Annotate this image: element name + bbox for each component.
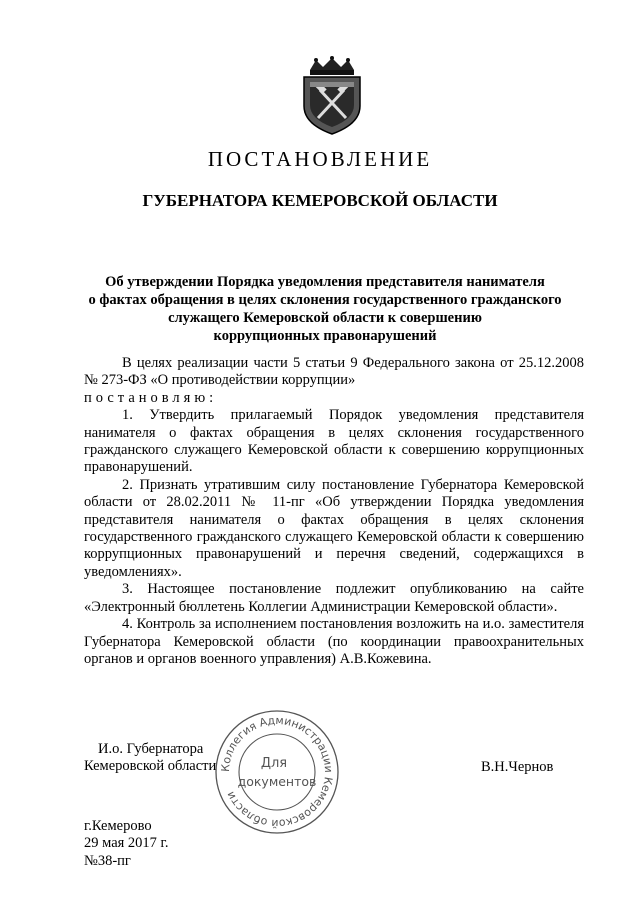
signatory-position-line2: Кемеровской области (84, 758, 217, 775)
kemerovo-coat-of-arms-icon (296, 56, 368, 136)
item-paragraph-2: 2. Признать утратившим силу постановление Губернатора Кемеровской области от 28.02.2011 № 11-пг «Об утверждении Порядка уведомления представителя нанимателя о фактах обращения в целях склонения государственного гражданского служащего Кемеровской области к совершению коррупционных правонарушений и перечня сведений, содержащихся в уведомлениях». (84, 476, 584, 580)
document-footer (84, 818, 169, 870)
footer-date: 29 мая 2017 г. (84, 835, 169, 852)
stamp-center-line1: Для (260, 756, 288, 771)
item-paragraph-1: 1. Утвердить прилагаемый Порядок уведомления представителя нанимателя о фактах обращения в целях склонения государственного гражданского служащего Кемеровской области к совершению коррупционных правонарушений. (84, 407, 584, 476)
signatory-position (84, 741, 216, 776)
subject-line: коррупционных правонарушений (213, 328, 437, 344)
subject-line: Об утверждении Порядка уведомления представителя нанимателя (105, 274, 545, 290)
document-body (84, 355, 584, 668)
document-type-heading: ПОСТАНОВЛЕНИЕ (207, 147, 433, 171)
subject-line: о фактах обращения в целях склонения государственного гражданского (88, 292, 562, 308)
signatory-position-line1: И.о. Губернатора (98, 741, 204, 757)
stamp-center-line2: документов (237, 774, 317, 789)
footer-number: №38-пг (84, 852, 131, 869)
item-paragraph-3: 3. Настоящее постановление подлежит опубликованию на сайте «Электронный бюллетень Коллегии Администрации Кемеровской области». (84, 581, 584, 615)
issuer-heading: ГУБЕРНАТОРА КЕМЕРОВСКОЙ ОБЛАСТИ (142, 191, 498, 210)
decree-word: постановляю: (84, 389, 218, 406)
stamp-ring-text: Коллегия Администрации Кемеровской области (218, 713, 336, 831)
footer-city: г.Кемерово (84, 818, 152, 834)
document-stamp (212, 707, 342, 837)
document-subject (60, 273, 590, 345)
signatory-name: В.Н.Чернов (481, 759, 554, 775)
preamble-paragraph: В целях реализации части 5 статьи 9 Федерального закона от 25.12.2008 № 273-ФЗ «О противодействии коррупции» (84, 355, 584, 389)
item-paragraph-4: 4. Контроль за исполнением постановления возложить на и.о. заместителя Губернатора Кемеровской области (по координации правоохранительных органов и органов военного управления) А.В.Кожевина. (84, 616, 584, 667)
subject-line: служащего Кемеровской области к совершению (168, 310, 482, 326)
